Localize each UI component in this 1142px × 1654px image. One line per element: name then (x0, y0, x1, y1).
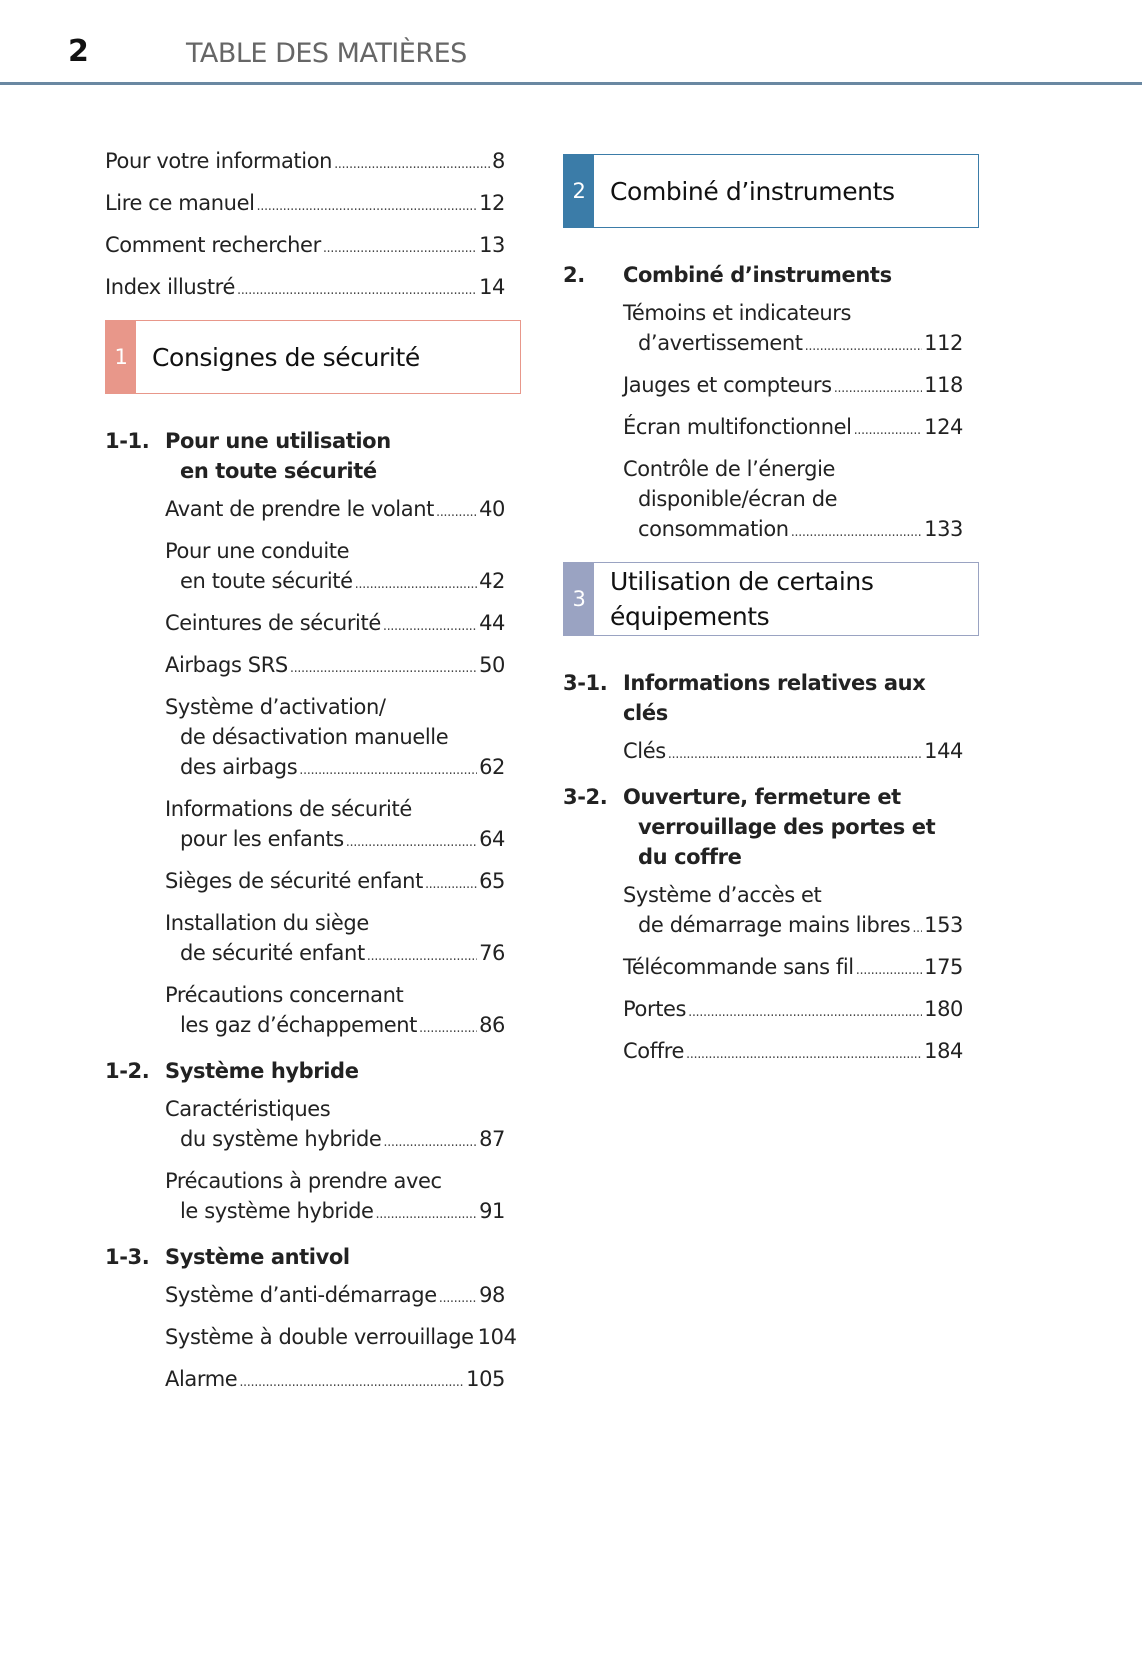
entry-last-line (165, 938, 505, 972)
entry-text-line: Informations de sécurité (165, 797, 412, 821)
section-title-line: verrouillage des portes et (638, 815, 936, 839)
toc-entry[interactable] (165, 1364, 505, 1398)
entry-text-line: Avant de prendre le volant (165, 497, 434, 521)
entry-last-line (165, 608, 505, 642)
toc-entry[interactable] (165, 980, 505, 1044)
left-column (105, 146, 517, 1406)
page-ref: 40 (479, 497, 505, 521)
section-title-line: Système antivol (165, 1245, 350, 1269)
section-title (165, 1242, 350, 1272)
dot-leader (376, 1200, 478, 1230)
entry-text-line: Pour une conduite (165, 539, 350, 563)
page-ref: 144 (924, 739, 963, 763)
section-entries (563, 880, 963, 1070)
entry-last-line (623, 952, 963, 986)
dot-leader (367, 942, 477, 972)
section-title (165, 1056, 359, 1086)
dot-leader (355, 570, 477, 600)
entry-last-line (165, 1280, 505, 1314)
chapter-title-line: Combiné d’instruments (610, 176, 895, 206)
entry-text-line: consommation (638, 517, 789, 541)
page-ref: 118 (924, 373, 963, 397)
toc-entry[interactable] (165, 1322, 517, 1356)
section-number: 2. (563, 263, 585, 287)
section-title-line: du coffre (638, 845, 742, 869)
dot-leader (237, 276, 477, 306)
entry-text-line: disponible/écran de (638, 487, 838, 511)
entry-text-line: Écran multifonctionnel (623, 415, 852, 439)
page-ref: 105 (466, 1367, 505, 1391)
dot-leader (791, 518, 922, 548)
section-entries (105, 494, 505, 1044)
entry-text-line: de sécurité enfant (180, 941, 365, 965)
entry-text-line: le système hybride (180, 1199, 374, 1223)
section-title-line: Combiné d’instruments (623, 263, 892, 287)
entry-text-line: Index illustré (105, 275, 235, 299)
entry-last-line (165, 566, 505, 600)
dot-leader (805, 332, 922, 362)
dot-leader (436, 498, 477, 528)
entry-text-line: de désactivation manuelle (180, 725, 449, 749)
entry-text-line: pour les enfants (180, 827, 344, 851)
header-rule (0, 82, 1142, 85)
entry-last-line (623, 994, 963, 1028)
entry-last-line (165, 650, 505, 684)
section-number: 3-1. (563, 671, 608, 695)
toc-entry[interactable] (165, 866, 505, 900)
section-entries (563, 298, 963, 548)
page-ref: 50 (479, 653, 505, 677)
section-title (623, 668, 963, 728)
section-number: 1-2. (105, 1059, 150, 1083)
section-heading (563, 260, 963, 290)
section-heading (105, 1056, 505, 1086)
entry-text-line: Sièges de sécurité enfant (165, 869, 423, 893)
toc-entry[interactable] (165, 536, 505, 600)
dot-leader (334, 150, 490, 180)
entry-text-line: Caractéristiques (165, 1097, 331, 1121)
section-number: 1-1. (105, 429, 150, 453)
toc-entry[interactable] (623, 454, 963, 548)
right-column (563, 154, 963, 1078)
section-title (623, 782, 935, 872)
dot-leader (668, 740, 922, 770)
entry-text-line: d’avertissement (638, 331, 803, 355)
entry-last-line (623, 412, 963, 446)
entry-last-line (165, 866, 505, 900)
entry-text-line: du système hybride (180, 1127, 382, 1151)
chapter-number: 3 (564, 563, 594, 635)
page-ref: 64 (479, 827, 505, 851)
entry-text-line: Jauges et compteurs (623, 373, 832, 397)
section-title-line: Informations relatives aux clés (623, 671, 926, 725)
toc-entry[interactable] (105, 230, 505, 264)
dot-leader (323, 234, 477, 264)
section-number: 3-2. (563, 785, 608, 809)
dot-leader (257, 192, 478, 222)
entry-last-line (165, 752, 505, 786)
page-ref: 175 (924, 955, 963, 979)
page-ref: 180 (924, 997, 963, 1021)
dot-leader (290, 654, 477, 684)
chapter-box[interactable] (563, 562, 979, 636)
entry-text-line: Précautions concernant (165, 983, 404, 1007)
section-entries (105, 1280, 517, 1398)
entry-text-line: Lire ce manuel (105, 191, 255, 215)
entry-text-line: Pour votre information (105, 149, 333, 173)
section-title-line: en toute sécurité (180, 459, 377, 483)
entry-text-line: Ceintures de sécurité (165, 611, 381, 635)
chapter-title (594, 563, 873, 635)
dot-leader (299, 756, 477, 786)
toc-entry[interactable] (165, 1280, 505, 1314)
section-title-line: Pour une utilisation (165, 429, 391, 453)
chapter-number: 1 (106, 321, 136, 393)
toc-entry[interactable] (165, 494, 505, 528)
page-ref: 112 (924, 331, 963, 355)
toc-entry[interactable] (623, 370, 963, 404)
entry-last-line (623, 370, 963, 404)
entry-text-line: Contrôle de l’énergie (623, 457, 836, 481)
toc-entry[interactable] (623, 880, 963, 944)
entry-last-line (105, 272, 505, 306)
entry-last-line (165, 1010, 505, 1044)
entry-last-line (165, 1364, 505, 1398)
section-heading (563, 668, 963, 728)
section-heading (105, 1242, 505, 1272)
entry-last-line (165, 1322, 517, 1356)
entry-last-line (623, 1036, 963, 1070)
toc-entry[interactable] (623, 994, 963, 1028)
entry-text-line: de démarrage mains libres (638, 913, 911, 937)
page-title: TABLE DES MATIÈRES (186, 38, 467, 69)
entry-last-line (105, 146, 505, 180)
toc-entry[interactable] (165, 650, 505, 684)
page-ref: 62 (479, 755, 505, 779)
dot-leader (912, 914, 922, 944)
dot-leader (854, 416, 923, 446)
entry-text-line: Portes (623, 997, 687, 1021)
dot-leader (383, 1128, 477, 1158)
entry-last-line (165, 1124, 505, 1158)
entry-last-line (165, 494, 505, 528)
entry-text-line: Système d’anti-démarrage (165, 1283, 437, 1307)
entry-text-line: Témoins et indicateurs (623, 301, 852, 325)
page-ref: 42 (479, 569, 505, 593)
entry-last-line (165, 1196, 505, 1230)
entry-last-line (623, 736, 963, 770)
toc-entry[interactable] (623, 1036, 963, 1070)
entry-text-line: Télécommande sans fil (623, 955, 854, 979)
page-ref: 104 (477, 1325, 517, 1349)
section-entries (105, 1094, 505, 1230)
section-entries (563, 736, 963, 770)
entry-text-line: Précautions à prendre avec (165, 1169, 442, 1193)
dot-leader (383, 612, 477, 642)
entry-last-line (165, 824, 505, 858)
page-ref: 91 (479, 1199, 505, 1223)
page-ref: 14 (479, 275, 505, 299)
entry-last-line (623, 514, 963, 548)
toc-entry[interactable] (623, 952, 963, 986)
dot-leader (439, 1284, 477, 1314)
section-heading (563, 782, 963, 872)
toc-entry[interactable] (165, 608, 505, 642)
chapter-box[interactable] (105, 320, 521, 394)
chapter-title (136, 321, 420, 393)
page-ref: 184 (924, 1039, 963, 1063)
entry-text-line: Airbags SRS (165, 653, 288, 677)
chapter-title-line: Consignes de sécurité (152, 342, 420, 372)
dot-leader (834, 374, 922, 404)
entry-last-line (105, 188, 505, 222)
chapter-box[interactable] (563, 154, 979, 228)
entry-text-line: Système d’activation/ (165, 695, 386, 719)
page-ref: 44 (479, 611, 505, 635)
page-ref: 86 (479, 1013, 505, 1037)
toc-entry[interactable] (105, 146, 505, 180)
section-heading (105, 426, 505, 486)
entry-text-line: des airbags (180, 755, 298, 779)
entry-last-line (105, 230, 505, 264)
section-title-line: Système hybride (165, 1059, 359, 1083)
dot-leader (688, 998, 922, 1028)
chapter-title-line: équipements (610, 602, 770, 631)
toc-entry[interactable] (165, 908, 505, 972)
entry-text-line: Système d’accès et (623, 883, 822, 907)
dot-leader (419, 1014, 477, 1044)
dot-leader (346, 828, 477, 858)
dot-leader (425, 870, 477, 900)
section-title (623, 260, 892, 290)
entry-text-line: Système à double verrouillage (165, 1325, 474, 1349)
toc-entry[interactable] (105, 188, 505, 222)
section-title (165, 426, 391, 486)
chapter-number: 2 (564, 155, 594, 227)
section-number: 1-3. (105, 1245, 150, 1269)
dot-leader (856, 956, 922, 986)
entry-text-line: Comment rechercher (105, 233, 321, 257)
entry-last-line (623, 328, 963, 362)
entry-text-line: les gaz d’échappement (180, 1013, 418, 1037)
chapter-title-line: Utilisation de certains (610, 567, 874, 596)
page-ref: 153 (924, 913, 963, 937)
page-ref: 8 (492, 149, 505, 173)
entry-text-line: Clés (623, 739, 666, 763)
page-ref: 13 (479, 233, 505, 257)
entry-text-line: en toute sécurité (180, 569, 353, 593)
toc-entry[interactable] (105, 272, 505, 306)
entry-text-line: Installation du siège (165, 911, 369, 935)
toc-entry[interactable] (623, 412, 963, 446)
toc-entry[interactable] (623, 298, 963, 362)
toc-entry[interactable] (165, 692, 505, 786)
page-ref: 65 (479, 869, 505, 893)
entry-text-line: Coffre (623, 1039, 684, 1063)
toc-entry[interactable] (165, 1166, 505, 1230)
entry-text-line: Alarme (165, 1367, 238, 1391)
dot-leader (239, 1368, 464, 1398)
section-title-line: Ouverture, fermeture et (623, 785, 901, 809)
page-ref: 87 (479, 1127, 505, 1151)
entry-last-line (623, 910, 963, 944)
page-ref: 12 (479, 191, 505, 215)
page-ref: 124 (924, 415, 963, 439)
dot-leader (686, 1040, 922, 1070)
page-number: 2 (68, 34, 89, 69)
toc-entry[interactable] (165, 1094, 505, 1158)
toc-entry[interactable] (165, 794, 505, 858)
page-ref: 76 (479, 941, 505, 965)
toc-entry[interactable] (623, 736, 963, 770)
page-ref: 133 (924, 517, 963, 541)
chapter-title (594, 155, 895, 227)
page-ref: 98 (479, 1283, 505, 1307)
